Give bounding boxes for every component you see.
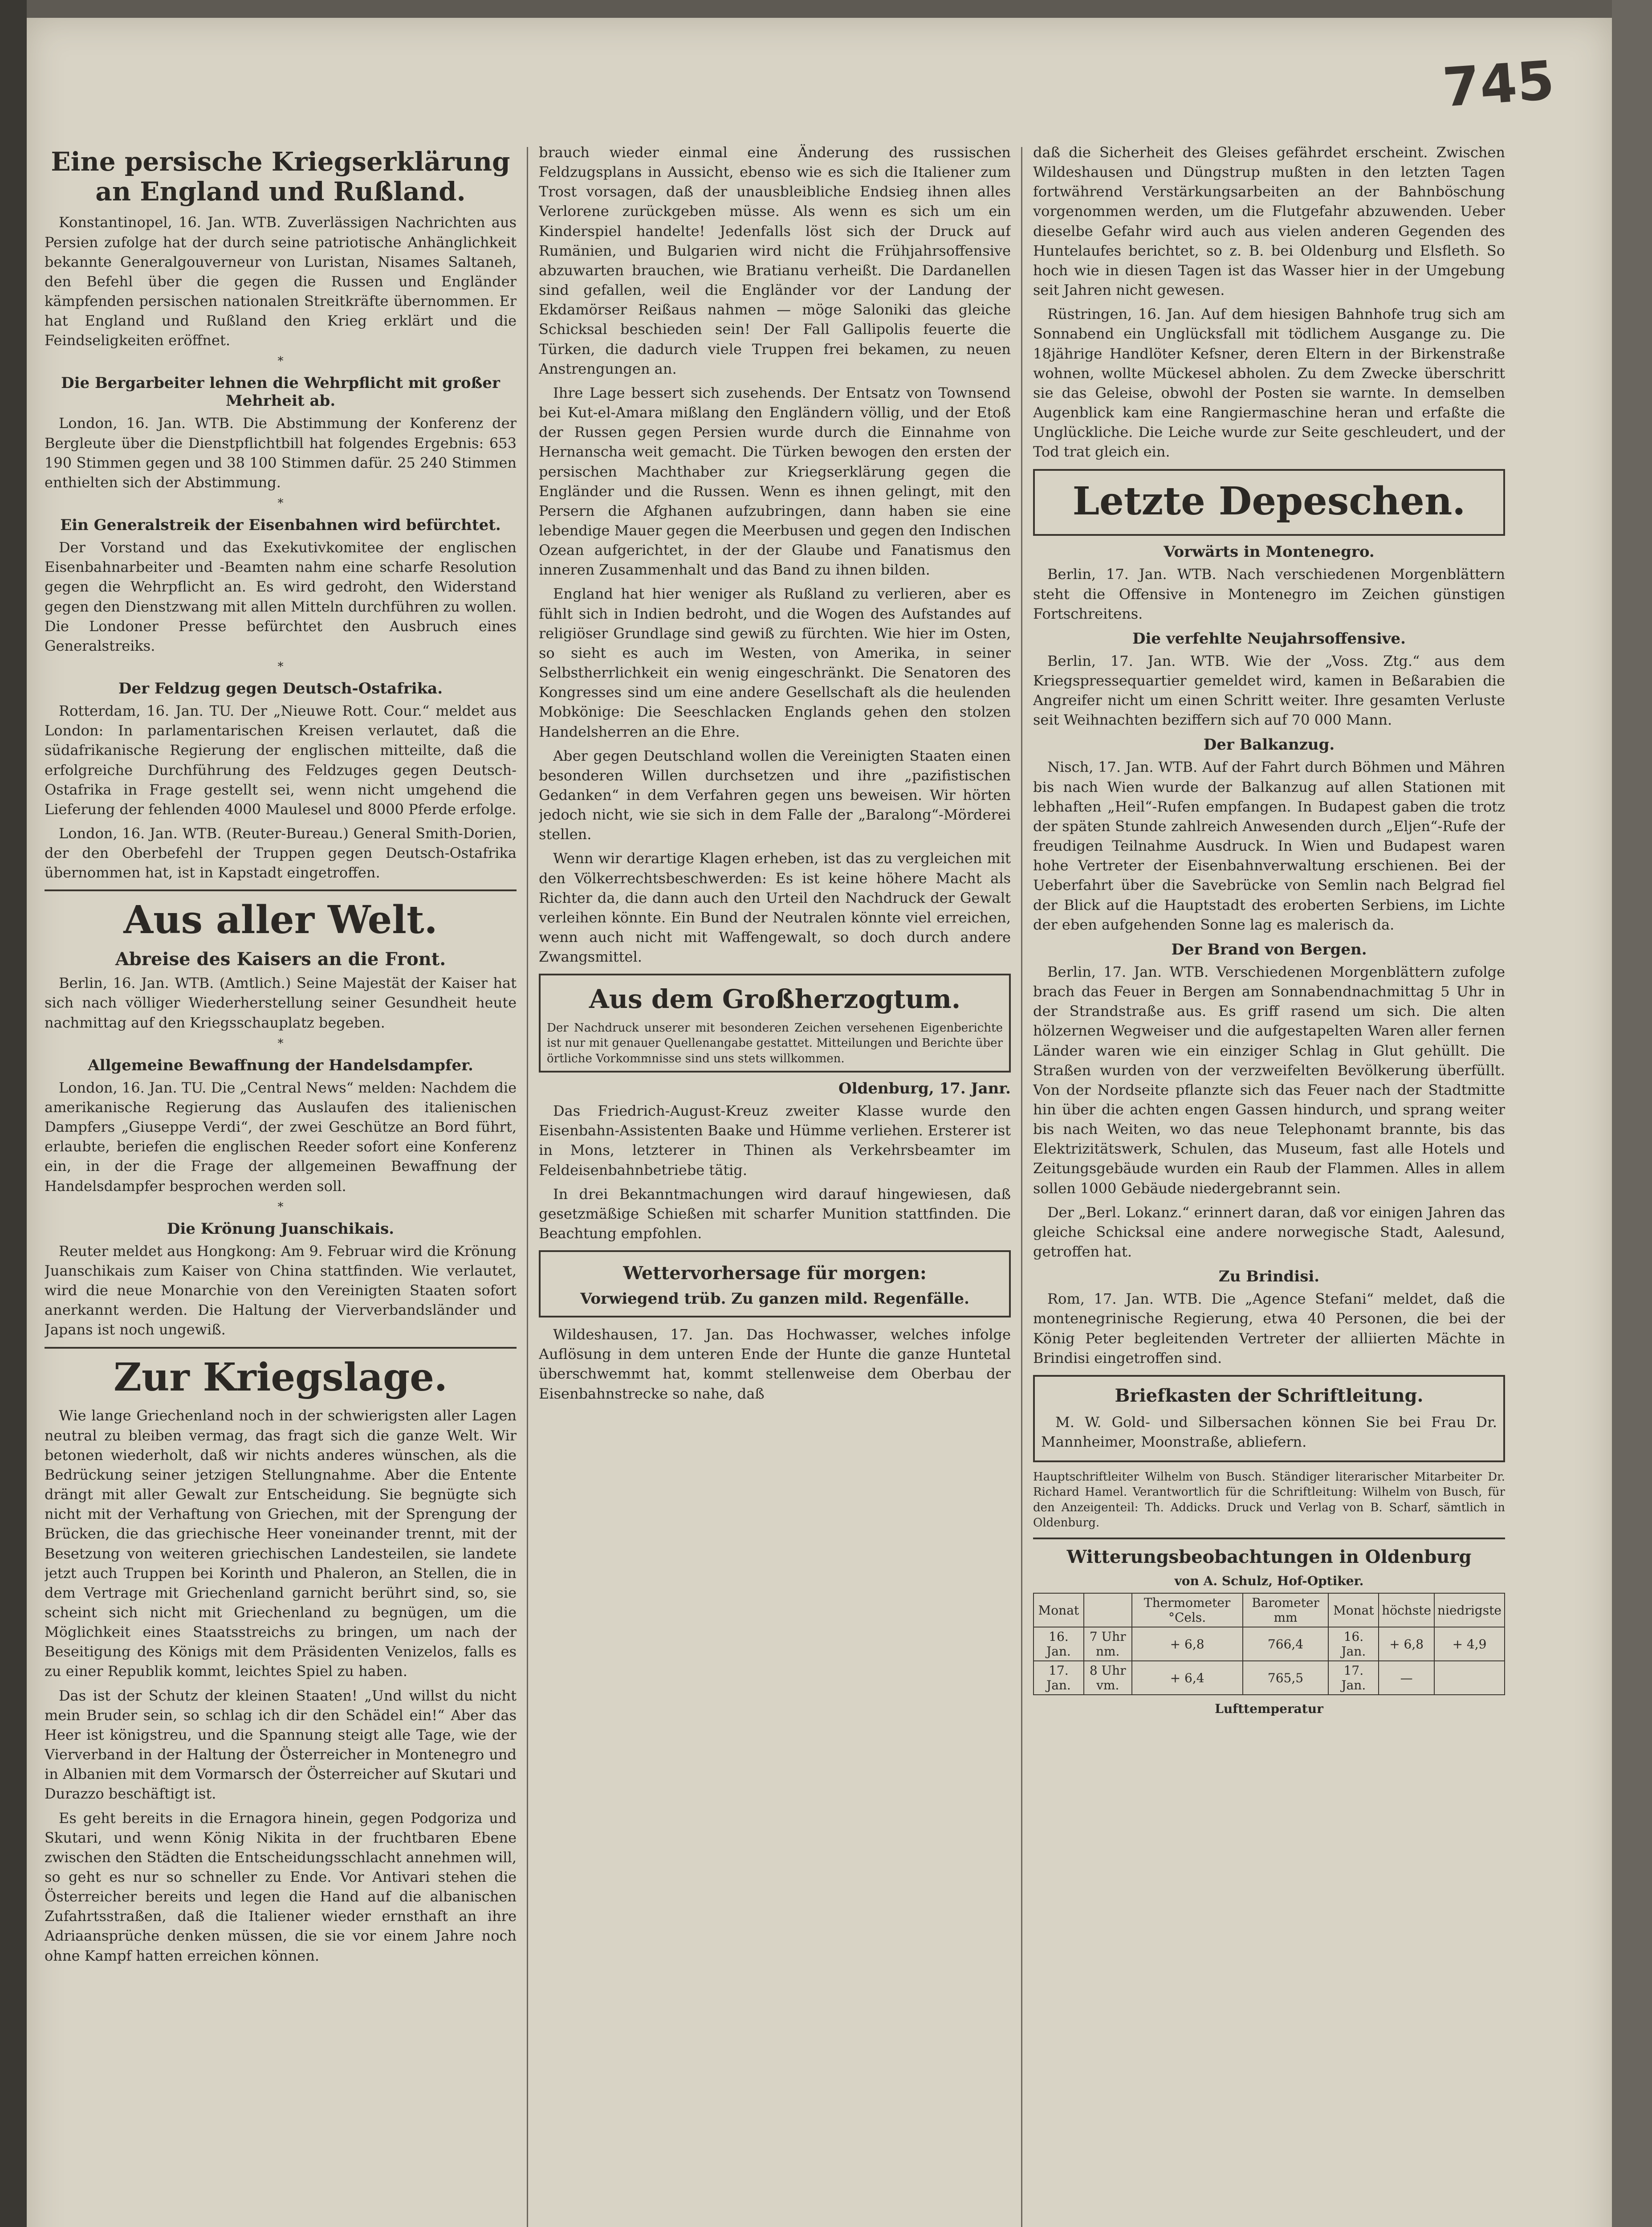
article-montenegro: Berlin, 17. Jan. WTB. Nach verschiedenen Morgenblättern steht die Offensive in Montenegro im Zeichen günstigen Fortschreitens. — [1033, 566, 1505, 622]
article-bergen: Berlin, 17. Jan. WTB. Verschiedenen Morgenblättern zufolge brach das Feuer in Bergen am Sonnabendnachmittag 5 Uhr in der Strandstraße aus. Es griff rasend um sich. Die alten hölzernen Wegweiser und die aufgestapelten Waren aller fernen Länder waren wie ein einziger Schlag in Glut gehüllt. Die Straßen wurden von der verzweifelten Bevölkerung überfüllt. Von der Nordseite pflanzte sich das Feuer nach der Stadtmitte hin über die achten engen Gassen hindurch, und sprang weiter bis nach Weiten, wo das neue Telephonamt brannte, bis das Elektrizitätswerk, Schulen, das Museum, fast alle Hotels und Zeitungsgebäude wurden ein Raub der Flammen. Alles in allem sollen 1000 Gebäude niedergebrannt sein. — [1033, 963, 1505, 1197]
section-grossherzogtum — [539, 974, 1011, 1073]
article-persien: Konstantinopel, 16. Jan. WTB. Zuverlässigen Nachrichten aus Persien zufolge hat der durch seine patriotische Anhänglichkeit bekannte Generalgouverneur von Luristan, Nisames Saltaneh, den Befehl über die gegen die Russen und Engländer kämpfenden persischen nationalen Streitkräfte übernommen. Er hat England und Rußland den Krieg erklärt und die Feindseligkeiten eröffnet. — [45, 214, 517, 349]
article-feldzug-2: London, 16. Jan. WTB. (Reuter-Bureau.) General Smith-Dorien, der den Oberbefehl der Truppen gegen Deutsch-Ostafrika übernommen hat, ist in Kapstadt eingetroffen. — [45, 824, 517, 881]
col-niedrigste: niedrigste — [1434, 1593, 1505, 1627]
cell-baro: 765,5 — [1243, 1661, 1329, 1695]
cell-hoch: + 6,8 — [1379, 1627, 1434, 1661]
article-continuation-1: brauch wieder einmal eine Änderung des russischen Feldzugsplans in Aussicht, ebenso wie es sich die Italiener zum Trost vorsagen, daß der unausbleibliche Endsieg ihnen alles Verlorene zurückgeben müsse. Als wenn es sich um ein Kinderspiel handelte! Jedenfalls löst sich der Druck auf Rumänien, und Bulgarien wird nicht die Frühjahrsoffensive abzuwarten brauchen, wie Bratianu verheißt. Die Dardanellen sind gefallen, weil die Engländer vor der Landung der Ekdamörser Reißaus nahmen — möge Saloniki das gleiche Schicksal beschieden sein! Der Fall Gallipolis feuerte die Türken, die dadurch viele Truppen frei bekamen, zu neuen Anstrengungen an. — [539, 144, 1011, 377]
cell-nied — [1434, 1661, 1505, 1695]
headline-kriegslage: Zur Kriegslage. — [114, 1354, 448, 1400]
table-row — [1034, 1661, 1505, 1695]
col-thermometer: Thermometer °Cels. — [1132, 1593, 1243, 1627]
page-number: 745 — [1440, 49, 1557, 119]
article-hochwasser-continuation: daß die Sicherheit des Gleises gefährdet erscheint. Zwischen Wildeshausen und Düngstrup mußten in den letzten Tagen fortwährend Verstärkungsarbeiten an der Bahnböschung vorgenommen werden, um die Flutgefahr abzuwenden. Ueber dieselbe Gefahr wird auch aus vielen anderen Gegenden des Huntelaufes berichtet, so z. B. bei Oldenburg und Elsfleth. So hoch wie in diesen Tagen ist das Wasser hier in der Umgebung seit Jahren nicht gewesen. — [1033, 144, 1505, 299]
article-balkanzug: Nisch, 17. Jan. WTB. Auf der Fahrt durch Böhmen und Mähren bis nach Wien wurde der Balkanzug auf allen Stationen mit lebhaften „Heil“-Rufen empfangen. In Budapest gaben die trotz der späten Stunde zahlreich Anwesenden durch „Eljen“-Rufe der freudigen Teilnahme Ausdruck. In Wien und Budapest waren hohe Vertreter der Eisenbahnverwaltung erschienen. Bei der Ueberfahrt über die Savebrücke von Semlin nach Belgrad fiel der Blick auf die Hauptstadt des eroberten Serbiens, im Lichte der eben aufgehenden Sonne lag es malerisch da. — [1033, 759, 1505, 933]
column-3 — [1033, 143, 1505, 2227]
subhead-montenegro: Vorwärts in Montenegro. — [1164, 543, 1375, 561]
cell-baro: 766,4 — [1243, 1627, 1329, 1661]
cell-zeit: 8 Uhr vm. — [1084, 1661, 1132, 1695]
article-ruestringen: Rüstringen, 16. Jan. Auf dem hiesigen Bahnhofe trug sich am Sonnabend ein Unglücksfall mit tödlichem Ausgange zu. Die 18jährige Handlöter Kefsner, deren Eltern in der Birkenstraße wohnen, wollte Mückesel abholen. Zu dem Zwecke überschritt sie das Geleise, obwohl der Posten sie warnte. In demselben Augenblick kam eine Rangiermaschine heran und erfaßte die Unglückliche. Die Leiche wurde zur Seite geschleudert, und der Tod trat gleich ein. — [1033, 306, 1505, 461]
article-kriegslage-3: Es geht bereits in die Ernagora hinein, gegen Podgoriza und Skutari, und wenn König Nikita in der fruchtbaren Ebene zwischen den Städten die Entscheidungsschlacht annehmen will, so geht es nur so schneller zu Ende. Vor Antivari stehen die Österreicher bereits und legen die Hand auf die albanischen Zufahrtsstraßen, daß die Italiener wieder ernsthaft an ihre Adriaansprüche denken müssen, die sie vor einem Jahre noch ohne Kampf hatten erreichen können. — [45, 1809, 517, 1964]
subhead-kroenung: Die Krönung Juanschikais. — [167, 1220, 395, 1238]
right-scan-border — [1612, 0, 1652, 2227]
weather-table-header — [1034, 1593, 1505, 1627]
subhead-bewaffnung: Allgemeine Bewaffnung der Handelsdampfer. — [88, 1056, 473, 1074]
article-kriegslage-1: Wie lange Griechenland noch in der schwierigsten aller Lagen neutral zu bleiben vermag, das fragt sich die ganze Welt. Wir betonen wiederholt, daß wir nichts anderes wünschen, als die Bedrückung seiner jetzigen Stellungnahme. Aber die Entente drängt mit aller Gewalt zur Entscheidung. Sie begnügte sich nicht mit der Verhaftung von Griechen, mit der Sprengung der Brücken, die das griechische Heer voneinander trennt, mit der Besetzung von weiteren griechischen Landesteilen, sie landete jetzt auch Truppen bei Korinth und Phaleron, an Stellen, die in dem Vertrage mit Griechenland garnicht berührt sind, so, sie scheint sich nicht mit Griechenland zu begnügen, um die Möglichkeit eines Staatsstreichs zu bringen, um nach der Beseitigung des Königs mit dem Präsidenten Venizelos, falls es zu einer Republik kommt, leichtes Spiel zu haben. — [45, 1407, 517, 1680]
separator: * — [277, 660, 284, 674]
col-hoechste: höchste — [1379, 1593, 1434, 1627]
cell-monat: 16. Jan. — [1034, 1627, 1084, 1661]
cell-monat-2: 17. Jan. — [1328, 1661, 1379, 1695]
column-2 — [539, 143, 1011, 2227]
separator: * — [277, 1200, 284, 1214]
subhead-generalstreik: Ein Generalstreik der Eisenbahnen wird befürchtet. — [60, 516, 501, 534]
section-letzte-depeschen — [1033, 469, 1505, 536]
article-continuation-4: Aber gegen Deutschland wollen die Vereinigten Staaten einen besonderen Willen durchsetzen und ihre „pazifistischen Gedanken“ in dem Verfahren gegen uns beweisen. Wir hörten jedoch nicht, wie sie sich in dem Falle der „Baralong“-Mörderei stellen. — [539, 747, 1011, 843]
subhead-neujahrsoffensive: Die verfehlte Neujahrsoffensive. — [1132, 629, 1406, 648]
article-continuation-5: Wenn wir derartige Klagen erheben, ist das zu vergleichen mit den Völkerrechtsbeschwerden: Es ist keine höhere Macht als Richter da, die dann auch den Urteil den Nachdruck der Gewalt verleihen könnte. Ein Bund der Neutralen könnte viel erreichen, wenn auch nicht mit Waffengewalt, so doch durch andere Zwangsmittel. — [539, 850, 1011, 966]
subhead-feldzug: Der Feldzug gegen Deutsch-Ostafrika. — [118, 680, 443, 698]
headline-grossherzogtum: Aus dem Großherzogtum. — [589, 984, 961, 1015]
weather-table — [1033, 1593, 1505, 1695]
cell-hoch: — — [1379, 1661, 1434, 1695]
weather-observation-title: Witterungsbeobachtungen in Oldenburg — [1066, 1546, 1472, 1568]
separator: * — [277, 355, 284, 368]
column-rule-1 — [527, 147, 528, 2227]
article-feldzug-1: Rotterdam, 16. Jan. TU. Der „Nieuwe Rott. Cour.“ meldet aus London: In parlamentarischen Kreisen verlautet, daß die südafrikanische Regierung der englischen mitteilte, daß die erfolgreiche Durchführung des Feldzuges gegen Deutsch-Ostafrika in Frage gestellt sei, wenn nicht umgehend die Lieferung der fehlenden 4000 Maulesel und 8000 Pferde erfolge. — [45, 702, 517, 818]
article-continuation-3: England hat hier weniger als Rußland zu verlieren, aber es fühlt sich in Indien bedroht, und die Wogen des Aufstandes auf religiöser Grundlage sind gewiß zu fürchten. Wie hier im Osten, so sieht es auch im Westen, von Amerika, in seiner Selbstherrlichkeit ein wenig eingeschränkt. Die Senatoren des Kongresses sind um eine andere Gesellschaft als die heulenden Mobkönige: Die Seeschlacken Englands gehen den stolzen Handelsherren an die Ehre. — [539, 585, 1011, 740]
subhead-balkanzug: Der Balkanzug. — [1203, 736, 1335, 754]
cell-zeit: 7 Uhr nm. — [1084, 1627, 1132, 1661]
cell-thermo: + 6,8 — [1132, 1627, 1243, 1661]
article-abreise: Berlin, 16. Jan. WTB. (Amtlich.) Seine Majestät der Kaiser hat sich nach völliger Wiederherstellung seiner Gesundheit heute nachmittag auf den Kriegsschauplatz begeben. — [45, 975, 517, 1031]
col-monat: Monat — [1034, 1593, 1084, 1627]
separator: * — [277, 497, 284, 510]
article-bekanntmachungen: In drei Bekanntmachungen wird darauf hingewiesen, daß gesetzmäßige Schießen mit scharfer Munition stattfinden. Die Beachtung empfohlen. — [539, 1185, 1011, 1242]
subhead-brindisi: Zu Brindisi. — [1218, 1268, 1320, 1286]
cell-monat: 17. Jan. — [1034, 1661, 1084, 1695]
headline-letzte-depeschen: Letzte Depeschen. — [1072, 478, 1466, 524]
cell-thermo: + 6,4 — [1132, 1661, 1243, 1695]
weather-lufttemperatur-label: Lufttemperatur — [1215, 1701, 1323, 1717]
cell-monat-2: 16. Jan. — [1328, 1627, 1379, 1661]
article-brindisi: Rom, 17. Jan. WTB. Die „Agence Stefani“ meldet, daß die montenegrinische Regierung, etwa 40 Personen, die bei der König Peter begleitenden Vertreter der alliierten Mächte in Brindisi eingetroffen sind. — [1033, 1290, 1505, 1366]
article-briefkasten: M. W. Gold- und Silbersachen können Sie bei Frau Dr. Mannheimer, Moonstraße, abliefern. — [1041, 1413, 1497, 1451]
separator: * — [277, 1036, 284, 1050]
divider — [45, 889, 517, 891]
table-row — [1034, 1627, 1505, 1661]
article-kreuz: Das Friedrich-August-Kreuz zweiter Klasse wurde den Eisenbahn-Assistenten Baake und Hümme verliehen. Ersterer ist in Mons, letzterer in Thinen als Verkehrsbeamter im Feldeisenbahnbetriebe tätig. — [539, 1102, 1011, 1179]
impressum: Hauptschriftleiter Wilhelm von Busch. Ständiger literarischer Mitarbeiter Dr. Richard Hamel. Verantwortlich für die Schriftleitung: Wilhelm von Busch, für den Anzeigenteil: Th. Addicks. Druck und Verlag von B. Scharf, sämtlich in Oldenburg. — [1033, 1470, 1505, 1530]
weather-forecast-text: Vorwiegend trüb. Zu ganzen mild. Regenfälle. — [580, 1290, 969, 1308]
column-1 — [45, 143, 517, 2227]
dateline-oldenburg: Oldenburg, 17. Janr. — [838, 1080, 1011, 1098]
subhead-abreise: Abreise des Kaisers an die Front. — [115, 949, 446, 970]
article-bergen-2: Der „Berl. Lokanz.“ erinnert daran, daß vor einigen Jahren das gleiche Schicksal eine andere norwegische Stadt, Aalesund, getroffen hat. — [1033, 1203, 1505, 1260]
weather-observation-byline: von A. Schulz, Hof-Optiker. — [1174, 1574, 1364, 1589]
weather-forecast-box — [539, 1250, 1011, 1317]
col-monat-2: Monat — [1328, 1593, 1379, 1627]
weather-forecast-title: Wettervorhersage für morgen: — [623, 1263, 927, 1284]
headline-persien: Eine persische Kriegserklärung an England und Rußland. — [51, 147, 510, 207]
article-bewaffnung: London, 16. Jan. TU. Die „Central News“ melden: Nachdem die amerikanische Regierung das Auslaufen des italienischen Dampfers „Giuseppe Verdi“, der zwei Geschütze an Bord führt, erlaubte, beriefen die englischen Reeder sofort eine Konferenz ein, in der die Frage der allgemeinen Bewaffnung der Handelsdampfer besprochen werden soll. — [45, 1079, 517, 1195]
subhead-bergarbeiter: Die Bergarbeiter lehnen die Wehrpflicht mit großer Mehrheit ab. — [61, 374, 500, 410]
article-kroenung: Reuter meldet aus Hongkong: Am 9. Februar wird die Krönung Juanschikais zum Kaiser von China stattfinden. Wie verlautet, wird die neue Monarchie von den Vereinigten Staaten sofort anerkannt werden. Die Haltung der Vierverbandsländer und Japans ist noch ungewiß. — [45, 1242, 517, 1338]
section-briefkasten — [1033, 1375, 1505, 1462]
article-neujahrsoffensive: Berlin, 17. Jan. WTB. Wie der „Voss. Ztg.“ aus dem Kriegspressequartier gemeldet wird, kamen in Beßarabien die Angreifer nicht um einen Schritt weiter. Ihre gesamten Verluste seit Weihnachten beziffern sich auf 70 000 Mann. — [1033, 652, 1505, 729]
divider — [45, 1347, 517, 1349]
column-rule-2 — [1021, 147, 1022, 2227]
article-continuation-2: Ihre Lage bessert sich zusehends. Der Entsatz von Townsend bei Kut-el-Amara mißlang den Engländern völlig, und der Etoß der Russen gegen Persien wurde durch die Einnahme von Hernanscha weit gemacht. Die Türken bewogen den ersten der persischen Machthaber zur Kriegserklärung gegen die Engländer und die Russen. Wenn es ihnen gelingt, mit den Persern die Afghanen aufzubringen, dann haben sie eine lebendige Mauer gegen die Meerbusen und gegen den Indischen Ozean aufgerichtet, in der der Glaube und Fanatismus den inneren Zusammenhalt und das Band zu ihnen bilden. — [539, 384, 1011, 579]
headline-briefkasten: Briefkasten der Schriftleitung. — [1115, 1385, 1424, 1406]
cell-nied: + 4,9 — [1434, 1627, 1505, 1661]
col-zeit — [1084, 1593, 1132, 1627]
divider — [1033, 1538, 1505, 1539]
article-kriegslage-2: Das ist der Schutz der kleinen Staaten! „Und willst du nicht mein Bruder sein, so schlag ich dir den Schädel ein!“ Aber das Heer ist königstreu, und die Spannung steigt alle Tage, wie der Vierverband in der Haltung der Österreicher in Montenegro und in Albanien mit dem Vormarsch der Österreicher auf Skutari und Durazzo beschäftigt ist. — [45, 1687, 517, 1803]
subhead-bergen: Der Brand von Bergen. — [1171, 940, 1367, 959]
article-bergarbeiter: London, 16. Jan. WTB. Die Abstimmung der Konferenz der Bergleute über die Dienstpflichtbill hat folgendes Ergebnis: 653 190 Stimmen gegen und 38 100 Stimmen dafür. 25 240 Stimmen enthielten sich der Abstimmung. — [45, 415, 517, 491]
article-generalstreik: Der Vorstand und das Exekutivkomitee der englischen Eisenbahnarbeiter und -Beamten nahm eine scharfe Resolution gegen die Wehrpflicht an. Es wird gedroht, den Widerstand gegen den Dienstzwang mit allen Mitteln durchführen zu wollen. Die Londoner Presse befürchtet den Ausbruch eines Generalstreiks. — [45, 539, 517, 654]
headline-aus-aller-welt: Aus aller Welt. — [123, 897, 438, 943]
reprint-note: Der Nachdruck unserer mit besonderen Zeichen versehenen Eigenberichte ist nur mit genauer Quellenangabe gestattet. Mitteilungen und Berichte über örtliche Vorkommnisse sind uns stets willkommen. — [547, 1021, 1003, 1065]
left-scan-border — [0, 0, 27, 2227]
col-barometer: Barometer mm — [1243, 1593, 1329, 1627]
article-wildeshausen: Wildeshausen, 17. Jan. Das Hochwasser, welches infolge Auflösung in dem unteren Ende der Hunte die ganze Huntetal überschwemmt hat, kommt stellenweise dem Oberbau der Eisenbahnstrecke so nahe, daß — [539, 1326, 1011, 1402]
